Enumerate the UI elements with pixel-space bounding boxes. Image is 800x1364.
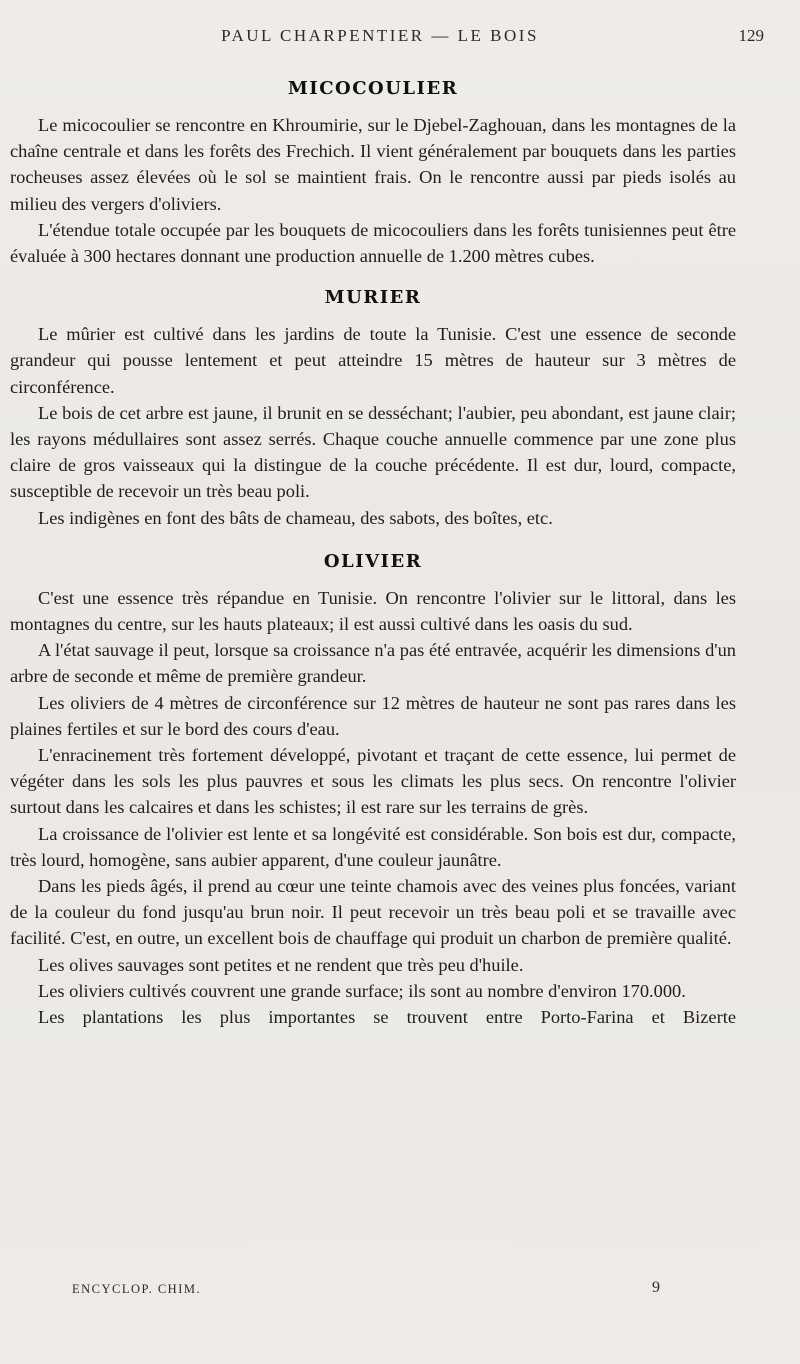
paragraph: Le bois de cet arbre est jaune, il brunit en se desséchant; l'aubier, peu abondant, est jaune clair; les rayons médullaires sont assez serrés. Chaque couche annuelle commence par une zone plus claire de gros vaisseaux qui la distingue de la couche précédente. Il est dur, lourd, compacte, susceptible de recevoir un très beau poli. <box>10 402 736 502</box>
paragraph: Les plantations les plus importantes se trouvent entre Porto-Farina et Bizerte <box>38 1007 736 1028</box>
paragraph: L'étendue totale occupée par les bouquets de micocouliers dans les forêts tunisiennes peut être évaluée à 300 hectares donnant une production annuelle de 1.200 mètres cubes. <box>10 219 736 267</box>
paragraph: L'enracinement très fortement développé, pivotant et traçant de cette essence, lui permet de végéter dans les sols les plus pauvres et sous les climats les plus secs. On rencontre l'olivier surtout dans les calcaires et dans les schistes; il est rare sur les terrains de grès. <box>10 745 736 818</box>
paragraph: Le micocoulier se rencontre en Khroumirie, sur le Djebel-Zaghouan, dans les montagnes de la chaîne centrale et dans les forêts des Frechich. Il vient généralement par bouquets dans les parties rocheuses assez élevées où le sol se maintient frais. On le rencontre aussi par pieds isolés au milieu des vergers d'oliviers. <box>10 115 736 214</box>
page-number: 129 <box>738 26 764 45</box>
section-heading-murier: MURIER <box>324 287 422 309</box>
section-heading-olivier: OLIVIER <box>323 550 423 572</box>
sheet-number: 9 <box>652 1279 660 1296</box>
paragraph: Les olives sauvages sont petites et ne rendent que très peu d'huile. <box>38 954 524 975</box>
paragraph: A l'état sauvage il peut, lorsque sa croissance n'a pas été entravée, acquérir les dimensions d'un arbre de seconde et même de première grandeur. <box>10 640 736 687</box>
paragraph: Les oliviers de 4 mètres de circonférence sur 12 mètres de hauteur ne sont pas rares dans les plaines fertiles et sur le bord des cours d'eau. <box>10 692 736 739</box>
paragraph: Les oliviers cultivés couvrent une grande surface; ils sont au nombre d'environ 170.000. <box>38 980 686 1001</box>
paragraph: Les indigènes en font des bâts de chameau, des sabots, des boîtes, etc. <box>38 507 553 528</box>
page-header <box>0 26 800 50</box>
page-body <box>10 74 736 1030</box>
paragraph: Le mûrier est cultivé dans les jardins de toute la Tunisie. C'est une essence de seconde grandeur qui pousse lentement et peut atteindre 15 mètres de hauteur sur 3 mètres de circonférence. <box>10 324 736 397</box>
paragraph: La croissance de l'olivier est lente et sa longévité est considérable. Son bois est dur, compacte, très lourd, homogène, sans aubier apparent, d'une couleur jaunâtre. <box>10 823 736 870</box>
paragraph: Dans les pieds âgés, il prend au cœur une teinte chamois avec des veines plus foncées, variant de la couleur du fond jusqu'au brun noir. Il peut recevoir un très beau poli et se travaille avec facilité. C'est, en outre, un excellent bois de chauffage qui produit un charbon de première qualité. <box>10 876 736 949</box>
running-title: PAUL CHARPENTIER — LE BOIS <box>221 26 539 45</box>
section-heading-micocoulier: MICOCOULIER <box>287 78 459 99</box>
page-footer <box>0 1279 800 1306</box>
printer-signature: ENCYCLOP. CHIM. <box>72 1282 202 1296</box>
paragraph: C'est une essence très répandue en Tunisie. On rencontre l'olivier sur le littoral, dans les montagnes du centre, sur les hauts plateaux; il est aussi cultivé dans les oasis du sud. <box>10 587 736 635</box>
